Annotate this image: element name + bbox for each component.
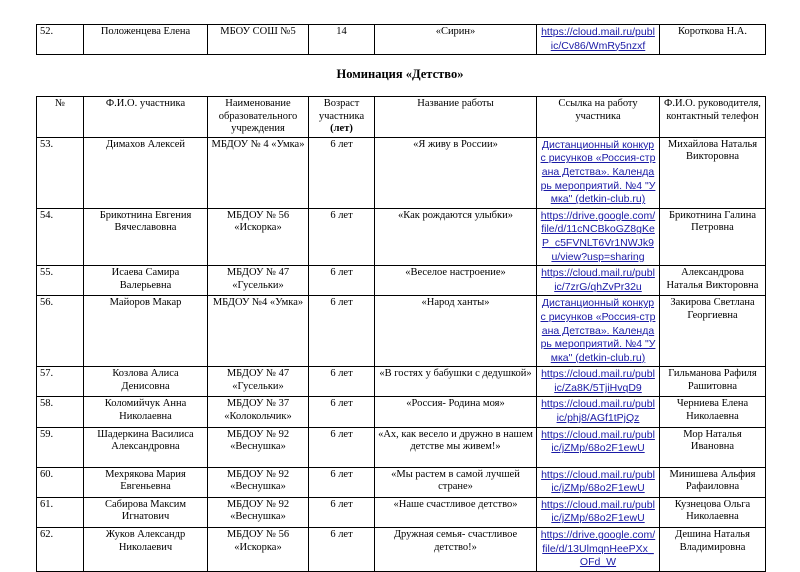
work-title: «Народ ханты»: [375, 296, 537, 367]
header-age-text: Возраст участника: [318, 98, 365, 122]
work-title: «Я живу в России»: [375, 137, 537, 208]
participant-name: Майоров Макар: [84, 296, 208, 367]
link-cell: [537, 397, 660, 427]
work-link[interactable]: https://cloud.mail.ru/public/jZMp/68o2F1ewU: [541, 468, 655, 495]
supervisor-name: Гильманова Рафиля Рашитовна: [660, 367, 766, 397]
row-number: 52.: [37, 25, 84, 55]
table-row: [37, 427, 766, 467]
work-title: «Наше счастливое детство»: [375, 497, 537, 527]
work-link[interactable]: https://cloud.mail.ru/public/jZMp/68o2F1ewU: [541, 428, 655, 455]
table-row: [37, 25, 766, 55]
work-title: «Мы растем в самой лучшей стране»: [375, 467, 537, 497]
participant-age: 6 лет: [309, 367, 375, 397]
table-row: [37, 467, 766, 497]
row-number: 60.: [37, 467, 84, 497]
supervisor-name: Короткова Н.А.: [660, 25, 766, 55]
school-name: МБДОУ № 56 «Искорка»: [208, 208, 309, 265]
supervisor-name: Минишева Альфия Рафаиловна: [660, 467, 766, 497]
row-number: 61.: [37, 497, 84, 527]
table-row: [37, 296, 766, 367]
work-title: «Россия- Родина моя»: [375, 397, 537, 427]
work-link[interactable]: Дистанционный конкурс рисунков «Россия-страна Детства». Календарь мероприятий. №4 "Умка" (detkin-club.ru): [540, 138, 656, 206]
participant-name: Сабирова Максим Игнатович: [84, 497, 208, 527]
row-number: 62.: [37, 528, 84, 572]
supervisor-name: Александрова Наталья Викторовна: [660, 266, 766, 296]
participant-name: Брикотнина Евгения Вячеславовна: [84, 208, 208, 265]
work-link[interactable]: https://cloud.mail.ru/public/7zrG/qhZvPr32u: [541, 267, 655, 293]
table-row: [37, 266, 766, 296]
row-number: 54.: [37, 208, 84, 265]
participant-name: Шадеркина Василиса Александровна: [84, 427, 208, 467]
header-supervisor: Ф.И.О. руководителя, контактный телефон: [660, 97, 766, 138]
participant-name: Козлова Алиса Денисовна: [84, 367, 208, 397]
supervisor-name: Дешина Наталья Владимировна: [660, 528, 766, 572]
participant-name: Коломийчук Анна Николаевна: [84, 397, 208, 427]
link-cell: [537, 208, 660, 265]
participant-age: 6 лет: [309, 296, 375, 367]
participant-age: 6 лет: [309, 208, 375, 265]
participant-name: Димахов Алексей: [84, 137, 208, 208]
supervisor-name: Черниева Елена Николаевна: [660, 397, 766, 427]
school-name: МБДОУ № 37 «Колокольчик»: [208, 397, 309, 427]
link-cell: [537, 296, 660, 367]
school-name: МБДОУ № 92 «Веснушка»: [208, 427, 309, 467]
school-name: МБДОУ № 92 «Веснушка»: [208, 497, 309, 527]
row-number: 55.: [37, 266, 84, 296]
supervisor-name: Брикотнина Галина Петровна: [660, 208, 766, 265]
link-cell: [537, 137, 660, 208]
header-age-unit: (лет): [330, 123, 353, 135]
work-title: «Ах, как весело и дружно в нашем детстве мы живем!»: [375, 427, 537, 467]
table-row: [37, 208, 766, 265]
supervisor-name: Закирова Светлана Георгиевна: [660, 296, 766, 367]
work-title: «Как рождаются улыбки»: [375, 208, 537, 265]
section-title: Номинация «Детство»: [336, 67, 464, 81]
participant-age: 6 лет: [309, 467, 375, 497]
work-link[interactable]: https://drive.google.com/file/d/11cNCBkoGZ8gKeP_c5FVNLT6Vr1NWJk9u/view?usp=sharing: [540, 209, 656, 263]
work-link[interactable]: https://drive.google.com/file/d/13UlmqnHeePXx_OFd_W: [540, 529, 656, 569]
row-number: 57.: [37, 367, 84, 397]
work-link[interactable]: https://cloud.mail.ru/public/Za8K/5TjiHvqD9: [541, 368, 655, 394]
school-name: МБДОУ № 4 «Умка»: [208, 137, 309, 208]
supervisor-name: Михайлова Наталья Викторовна: [660, 137, 766, 208]
school-name: МБДОУ №4 «Умка»: [208, 296, 309, 367]
link-cell: [537, 497, 660, 527]
supervisor-name: Мор Наталья Ивановна: [660, 427, 766, 467]
participant-age: 14: [309, 25, 375, 55]
header-name: Ф.И.О. участника: [84, 97, 208, 138]
table-row: [37, 528, 766, 572]
row-number: 56.: [37, 296, 84, 367]
link-cell: [537, 427, 660, 467]
work-title: «В гостях у бабушки с дедушкой»: [375, 367, 537, 397]
participant-name: Положенцева Елена: [84, 25, 208, 55]
row-number: 53.: [37, 137, 84, 208]
table-header-row: [37, 97, 766, 138]
row-number: 58.: [37, 397, 84, 427]
school-name: МБДОУ № 47 «Гусельки»: [208, 367, 309, 397]
row-number: 59.: [37, 427, 84, 467]
school-name: МБОУ СОШ №5: [208, 25, 309, 55]
nomination-table: [36, 96, 766, 572]
header-number: №: [37, 97, 84, 138]
work-link[interactable]: https://cloud.mail.ru/public/Cv86/WmRy5nzxf: [541, 26, 655, 52]
link-cell: [537, 467, 660, 497]
participant-name: Мехрякова Мария Евгеньевна: [84, 467, 208, 497]
work-title: «Веселое настроение»: [375, 266, 537, 296]
link-cell: [537, 266, 660, 296]
link-cell: [537, 367, 660, 397]
participant-age: 6 лет: [309, 497, 375, 527]
school-name: МБДОУ № 92 «Веснушка»: [208, 467, 309, 497]
top-table: [36, 24, 766, 55]
work-title: Дружная семья- счастливое детство!»: [375, 528, 537, 572]
work-link[interactable]: Дистанционный конкурс рисунков «Россия-страна Детства». Календарь мероприятий. №4 "Умка" (detkin-club.ru): [540, 297, 656, 364]
table-row: [37, 497, 766, 527]
table-row: [37, 367, 766, 397]
work-title: «Сирин»: [375, 25, 537, 55]
school-name: МБДОУ № 56 «Искорка»: [208, 528, 309, 572]
header-work: Название работы: [375, 97, 537, 138]
participant-age: 6 лет: [309, 528, 375, 572]
participant-age: 6 лет: [309, 137, 375, 208]
supervisor-name: Кузнецова Ольга Николаевна: [660, 497, 766, 527]
work-link[interactable]: https://cloud.mail.ru/public/phj8/AGf1tPjQz: [541, 398, 655, 425]
participant-name: Жуков Александр Николаевич: [84, 528, 208, 572]
participant-age: 6 лет: [309, 397, 375, 427]
link-cell: [537, 528, 660, 572]
participant-age: 6 лет: [309, 266, 375, 296]
header-age: [309, 97, 375, 138]
work-link[interactable]: https://cloud.mail.ru/public/jZMp/68o2F1ewU: [541, 498, 655, 525]
header-link: Ссылка на работу участника: [537, 97, 660, 138]
school-name: МБДОУ № 47 «Гусельки»: [208, 266, 309, 296]
table-row: [37, 397, 766, 427]
header-school: Наименование образовательного учреждения: [208, 97, 309, 138]
participant-age: 6 лет: [309, 427, 375, 467]
participant-name: Исаева Самира Валерьевна: [84, 266, 208, 296]
table-row: [37, 137, 766, 208]
